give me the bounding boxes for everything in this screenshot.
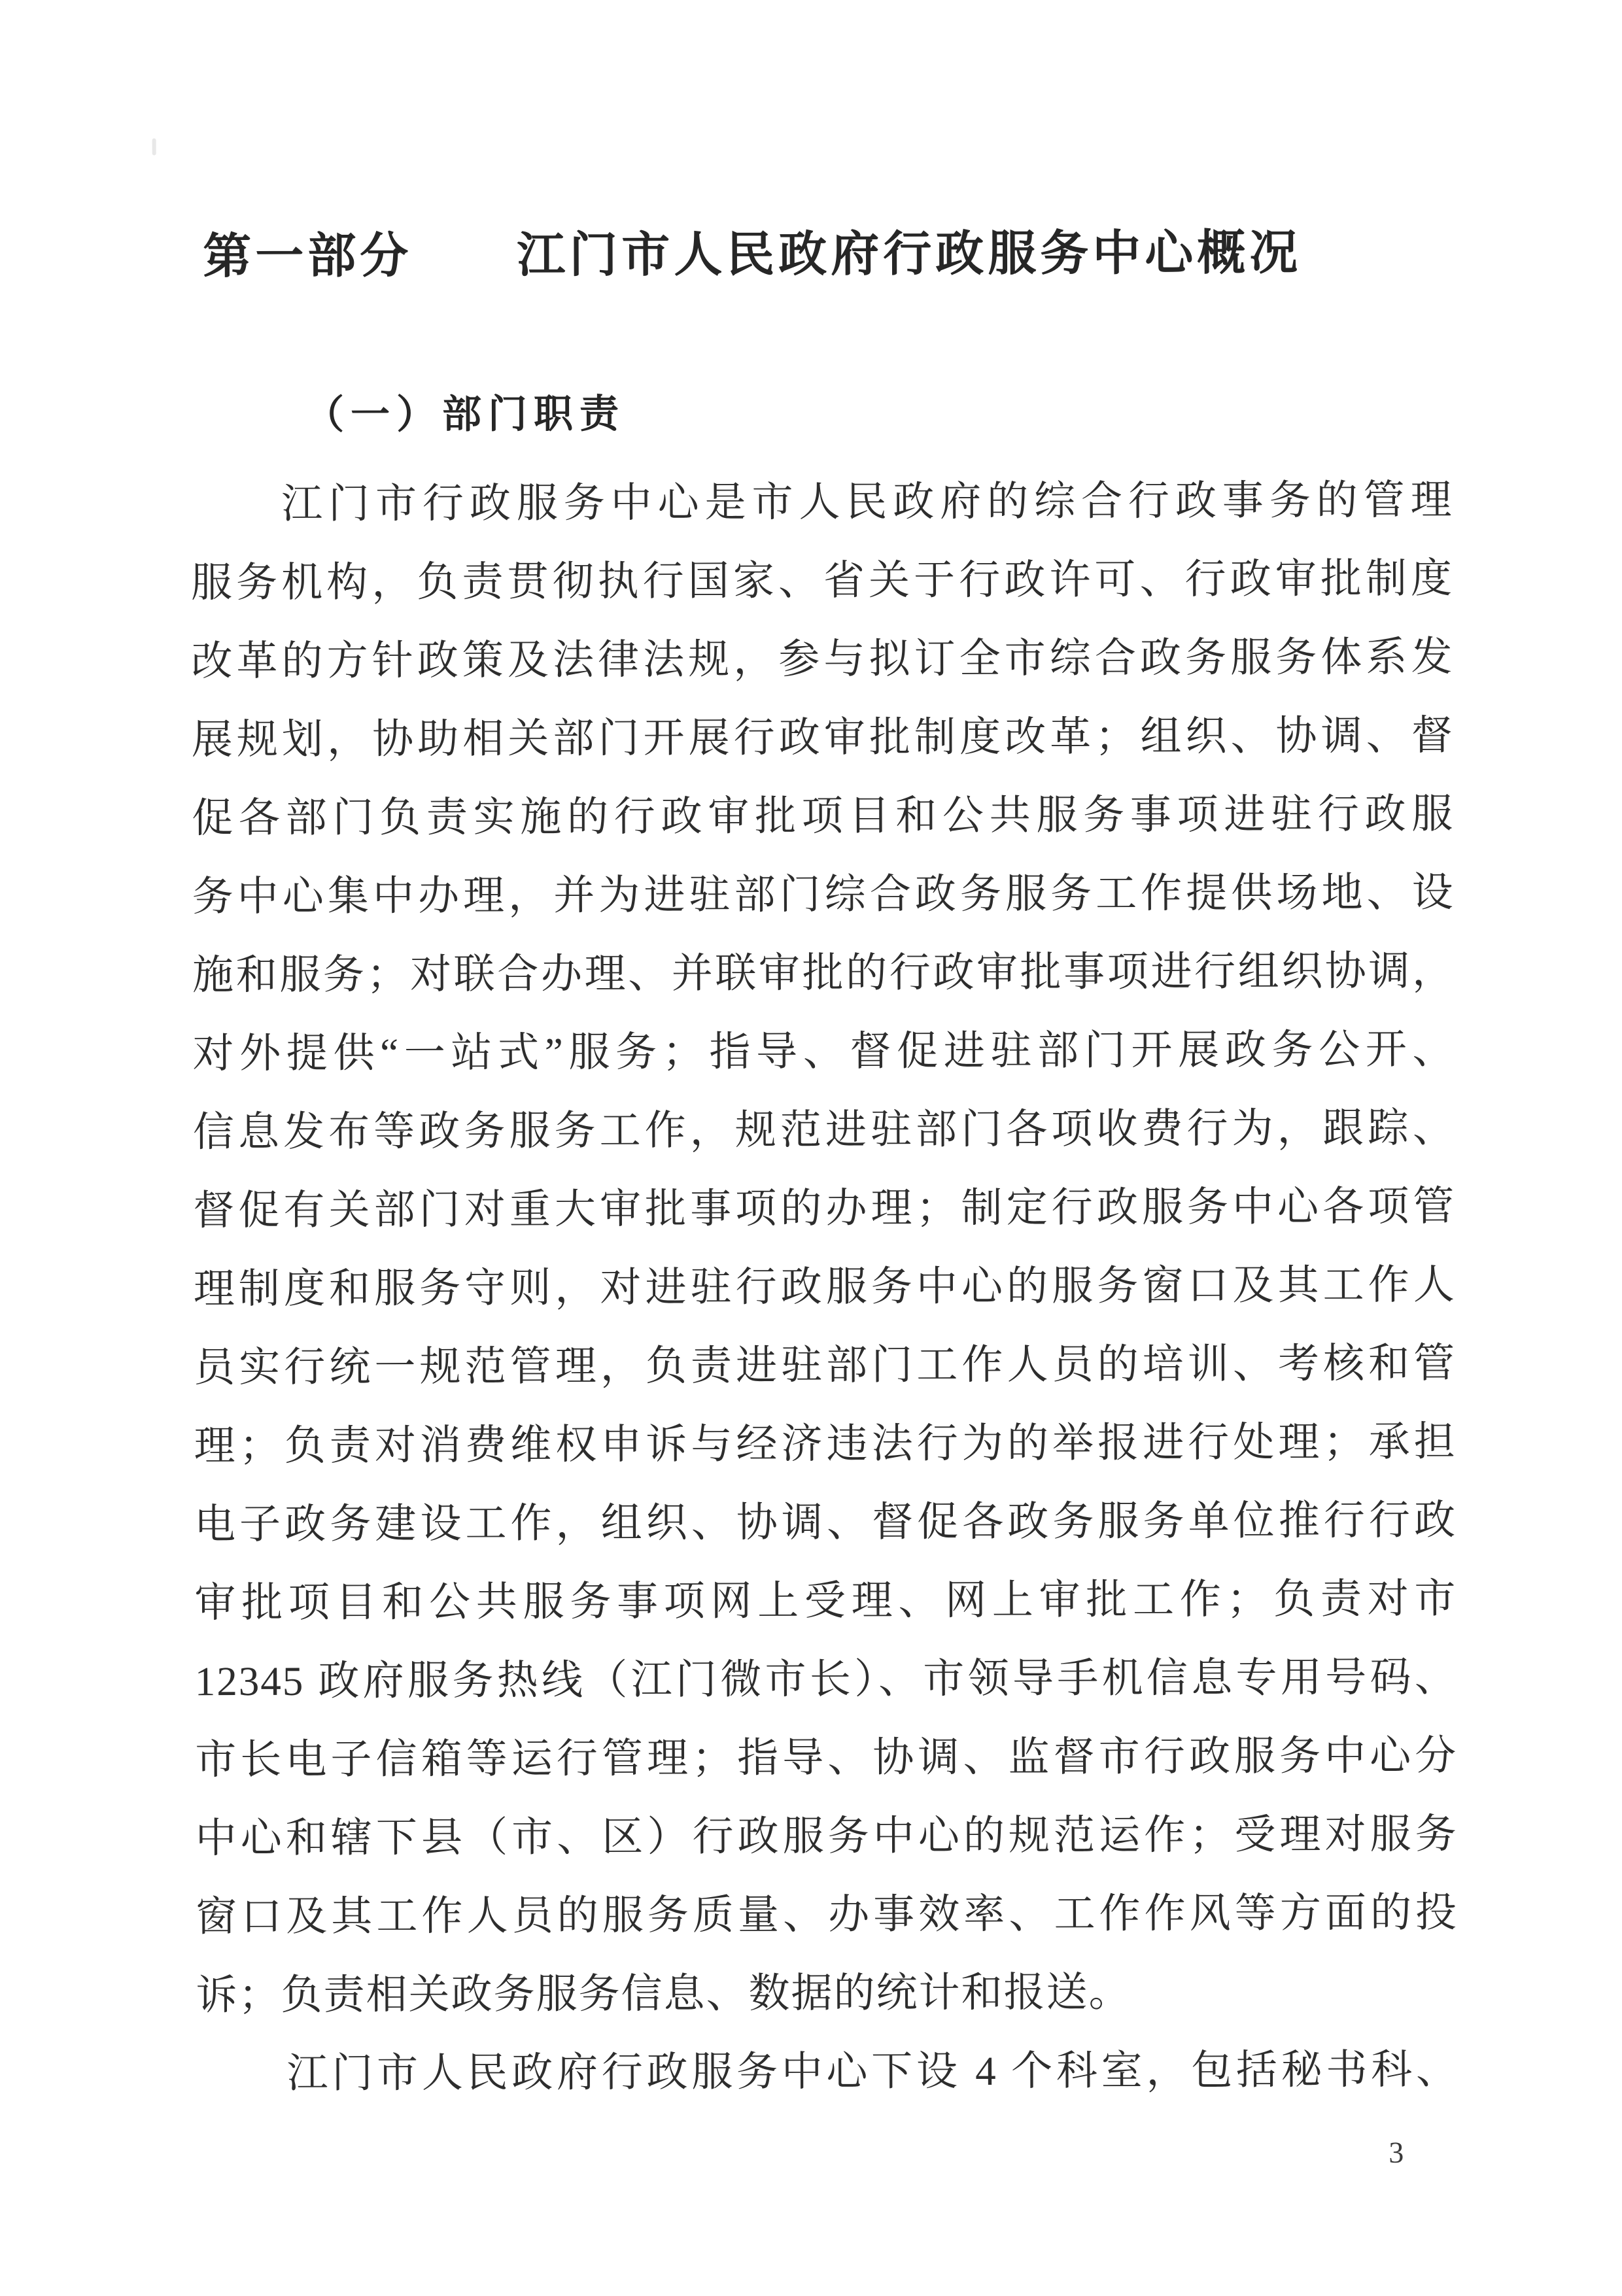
paragraph-line: 审批项目和公共服务事项网上受理、网上审批工作；负责对市 bbox=[194, 1575, 1457, 1626]
paragraph-line: 江门市行政服务中心是市人民政府的综合行政事务的管理 bbox=[281, 477, 1453, 527]
scan-artifact bbox=[152, 138, 156, 155]
paragraph-line: 中心和辖下县（市、区）行政服务中心的规范运作；受理对服务 bbox=[195, 1811, 1458, 1862]
paragraph-line: 员实行统一规范管理，负责进驻部门工作人员的培训、考核和管 bbox=[194, 1340, 1457, 1391]
paragraph-line: 信息发布等政务服务工作，规范进驻部门各项收费行为，跟踪、 bbox=[192, 1105, 1456, 1156]
paragraph-line: 市长电子信箱等运行管理；指导、协调、监督市行政服务中心分 bbox=[195, 1732, 1458, 1783]
paragraph-line: 展规划，协助相关部门开展行政审批制度改革；组织、协调、督 bbox=[191, 712, 1454, 763]
paragraph-line: 理；负责对消费维权申诉与经济违法行为的举报进行处理；承担 bbox=[194, 1418, 1457, 1469]
paragraph-line: 服务机构，负责贯彻执行国家、省关于行政许可、行政审批制度 bbox=[190, 555, 1454, 606]
paragraph-line: 电子政务建设工作，组织、协调、督促各政务服务单位推行行政 bbox=[194, 1497, 1457, 1548]
document-title: 第一部分 江门市人民政府行政服务中心概况 bbox=[203, 226, 1302, 284]
paragraph-line: 12345 政府服务热线（江门微市长）、市领导手机信息专用号码、 bbox=[194, 1654, 1457, 1705]
paragraph-line: 务中心集中办理，并为进驻部门综合政务服务工作提供场地、设 bbox=[192, 869, 1455, 920]
paragraph-line: 对外提供“一站式”服务；指导、督促进驻部门开展政务公开、 bbox=[192, 1026, 1455, 1077]
paragraph-line: 促各部门负责实施的行政审批项目和公共服务事项进驻行政服 bbox=[192, 791, 1455, 842]
paragraph-line: 窗口及其工作人员的服务质量、办事效率、工作作风等方面的投 bbox=[195, 1889, 1458, 1940]
paragraph-line: 改革的方针政策及法律法规，参与拟订全市综合政务服务体系发 bbox=[191, 634, 1454, 685]
paragraph-line: 江门市人民政府行政服务中心下设 4 个科室，包括秘书科、 bbox=[286, 2046, 1459, 2097]
paragraph-line: 理制度和服务守则，对进驻行政服务中心的服务窗口及其工作人 bbox=[193, 1261, 1456, 1312]
body-text bbox=[0, 460, 1622, 2114]
paragraph-line: 施和服务；对联合办理、并联审批的行政审批事项进行组织协调， bbox=[192, 948, 1455, 999]
page-number: 3 bbox=[1389, 2135, 1404, 2169]
paragraph-line: 诉；负责相关政务服务信息、数据的统计和报送。 bbox=[196, 1969, 1131, 2019]
section-heading: （一）部门职责 bbox=[304, 392, 626, 437]
paragraph-line: 督促有关部门对重大审批事项的办理；制定行政服务中心各项管 bbox=[193, 1183, 1456, 1234]
